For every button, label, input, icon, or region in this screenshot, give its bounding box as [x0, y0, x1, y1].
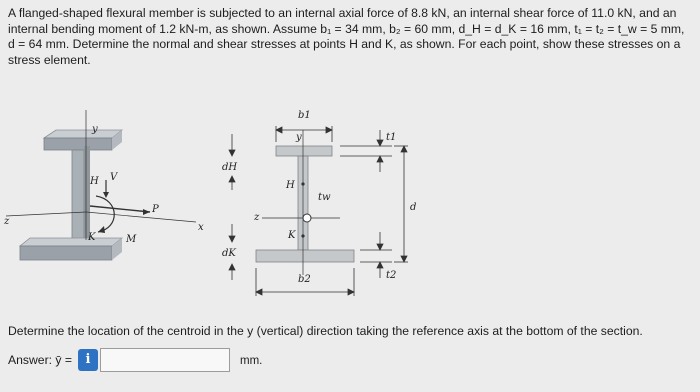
dim-t1-label: t1 — [386, 132, 397, 143]
point-k-label-left: K — [88, 232, 96, 243]
dim-dh-label: dH — [222, 162, 238, 173]
beam-diagram — [0, 100, 700, 310]
moment-m-label: M — [126, 234, 137, 245]
answer-label: Answer: ȳ = — [8, 353, 73, 367]
x-axis-label: x — [198, 222, 204, 233]
answer-row — [8, 346, 408, 376]
info-icon[interactable]: i — [78, 349, 98, 371]
beam-figure — [0, 100, 700, 310]
dim-d-label: d — [410, 202, 417, 213]
point-h-label-mid: H — [286, 180, 295, 191]
axial-p-label: P — [152, 204, 159, 215]
dim-tw-label: tw — [318, 192, 331, 203]
z-axis-label-mid: z — [254, 212, 260, 223]
shear-v-label: V — [110, 172, 118, 183]
answer-unit: mm. — [240, 355, 263, 367]
dim-t2-label: t2 — [386, 270, 397, 281]
y-axis-label-mid: y — [296, 132, 302, 143]
answer-input[interactable] — [100, 348, 230, 372]
dim-dk-label: dK — [222, 248, 236, 259]
problem-statement: A flanged-shaped flexural member is subjected to an internal axial force of 8.8 kN, an internal shear force of 11.0 kN, and an internal bending moment of 1.2 kN-m, as shown. Assume b₁ = 34 mm, b₂ = 60 mm, d_H = d_K = 16 mm, t₁ = t₂ = t_w = 5 mm, d = 64 mm. Determine the normal and shear stresses at points H and K, as shown. For each point, show these stresses on a stress element. — [8, 6, 685, 67]
dim-b1-label: b1 — [298, 110, 311, 121]
beam-3d-drawing — [6, 110, 196, 260]
cross-section — [256, 130, 354, 275]
z-axis-label-left: z — [4, 216, 10, 227]
question-text: Determine the location of the centroid in the y (vertical) direction taking the reference axis at the bottom of the section. — [8, 324, 643, 338]
point-h-label-left: H — [90, 176, 99, 187]
point-k-label-mid: K — [288, 230, 296, 241]
dim-b2-label: b2 — [298, 274, 311, 285]
y-axis-label-left: y — [92, 124, 98, 135]
